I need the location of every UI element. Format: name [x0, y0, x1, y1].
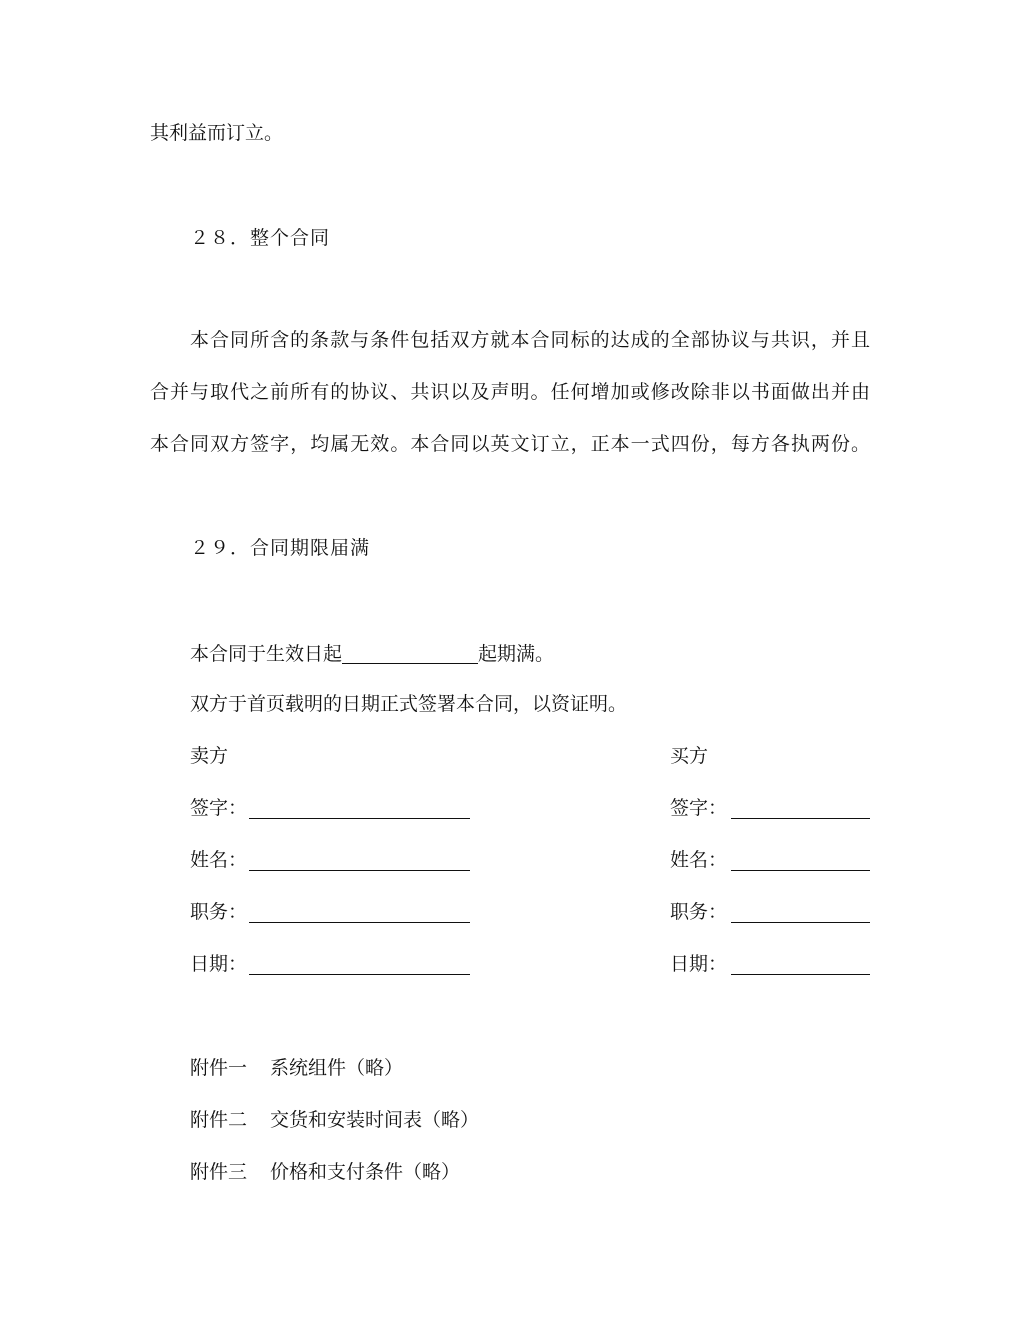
buyer-name-label: 姓名：: [670, 849, 728, 871]
expiry-date-blank[interactable]: [342, 643, 478, 664]
annex-number: 附件二: [190, 1109, 248, 1131]
buyer-date-field[interactable]: [731, 973, 870, 975]
section-28-heading: ２８．整个合同: [190, 227, 331, 249]
section-28-paragraph-line: 本合同所含的条款与条件包括双方就本合同标的达成的全部协议与共识，并且: [190, 329, 870, 351]
annex-number: 附件三: [190, 1161, 248, 1183]
witness-statement: 双方于首页载明的日期正式签署本合同，以资证明。: [190, 693, 628, 715]
seller-position-field[interactable]: [249, 921, 470, 923]
expiry-sentence: [190, 643, 554, 664]
section-28-paragraph-line: 本合同双方签字，均属无效。本合同以英文订立，正本一式四份，每方各执两份。: [150, 433, 870, 455]
continuation-text: 其利益而订立。: [150, 122, 284, 144]
expiry-suffix: 起期满。: [478, 643, 555, 665]
annex-title: 交货和安装时间表（略）: [270, 1109, 480, 1131]
seller-date-field[interactable]: [249, 973, 470, 975]
seller-name-field[interactable]: [249, 869, 470, 871]
section-28-paragraph-line: 合并与取代之前所有的协议、共识以及声明。任何增加或修改除非以书面做出并由: [150, 381, 870, 403]
annex-number: 附件一: [190, 1057, 248, 1079]
annex-title: 价格和支付条件（略）: [270, 1161, 461, 1183]
annex-item: [190, 1059, 403, 1078]
annex-item: [190, 1111, 479, 1130]
buyer-signature-label: 签字：: [670, 797, 728, 819]
annex-title: 系统组件（略）: [270, 1057, 404, 1079]
expiry-prefix: 本合同于生效日起: [190, 643, 343, 665]
section-29-heading: ２９．合同期限届满: [190, 537, 371, 559]
seller-signature-field[interactable]: [249, 817, 470, 819]
annex-item: [190, 1163, 460, 1182]
seller-title: 卖方: [190, 745, 229, 767]
buyer-name-field[interactable]: [731, 869, 870, 871]
seller-signature-label: 签字：: [190, 797, 248, 819]
seller-date-label: 日期：: [190, 953, 248, 975]
buyer-title: 买方: [670, 745, 709, 767]
seller-position-label: 职务：: [190, 901, 248, 923]
buyer-signature-field[interactable]: [731, 817, 870, 819]
buyer-position-label: 职务：: [670, 901, 728, 923]
seller-name-label: 姓名：: [190, 849, 248, 871]
buyer-position-field[interactable]: [731, 921, 870, 923]
buyer-date-label: 日期：: [670, 953, 728, 975]
